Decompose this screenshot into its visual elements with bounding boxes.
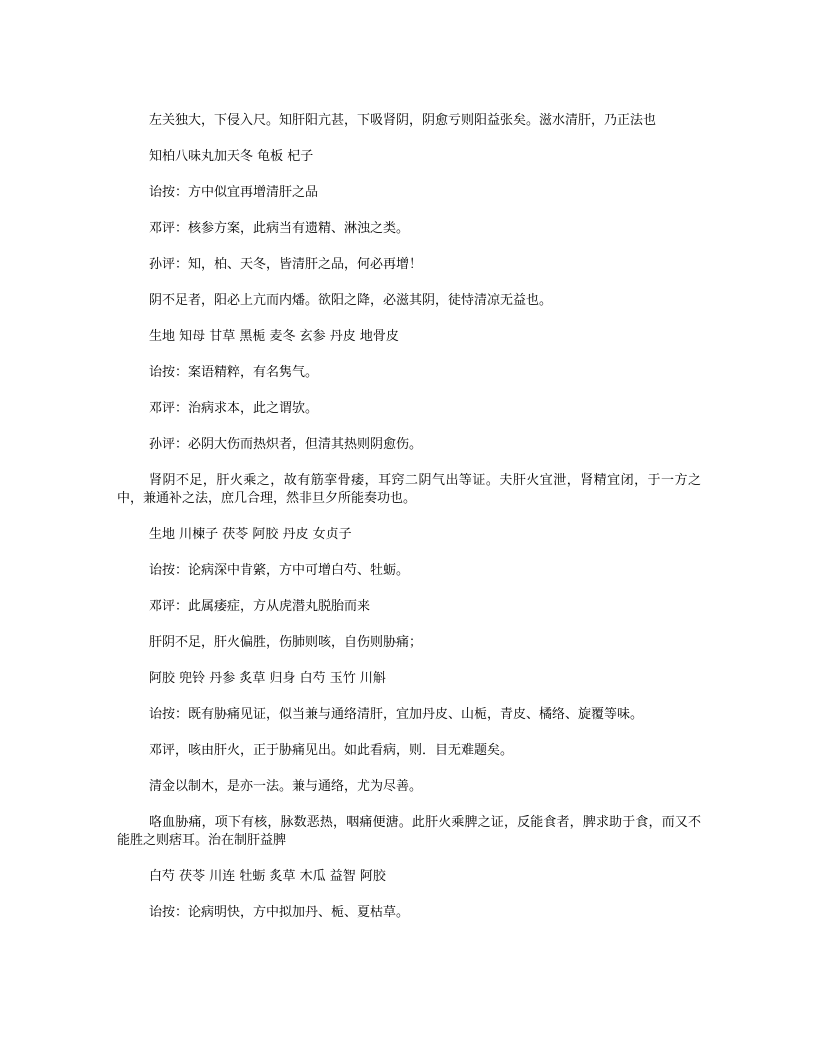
paragraph-case-3: 肾阴不足，肝火乘之，故有筋挛骨痿，耳窍二阴气出等证。夫肝火宜泄，肾精宜闭，于一方之中，兼通补之法，庶几合理，然非旦夕所能奏功也。 bbox=[117, 473, 701, 506]
document-page bbox=[117, 112, 701, 940]
commentary-deng-2: 邓评：治病求本，此之谓欤。 bbox=[149, 401, 319, 416]
prescription-5: 白芍 茯苓 川连 牡蛎 炙草 木瓜 益智 阿胶 bbox=[149, 869, 386, 884]
paragraph-case-2: 阴不足者，阳必上亢而内燔。欲阳之降，必滋其阴，徒恃清凉无益也。 bbox=[149, 293, 553, 308]
commentary-yi-1: 诒按：方中似宜再增清肝之品 bbox=[149, 185, 319, 200]
commentary-sun-4: 清金以制木，是亦一法。兼与通络，尤为尽善。 bbox=[149, 779, 423, 794]
commentary-sun-1: 孙评：知，柏、天冬，皆清肝之品，何必再增！ bbox=[149, 257, 423, 272]
paragraph-case-5: 咯血胁痛，项下有核，脉数恶热，咽痛便溏。此肝火乘脾之证，反能食者，脾求助于食，而又不能胜之则痞耳。治在制肝益脾 bbox=[117, 815, 701, 848]
paragraph-case-1: 左关独大，下侵入尺。知肝阳亢甚，下吸肾阴，阴愈亏则阳益张矣。滋水清肝，乃正法也 bbox=[149, 113, 657, 128]
commentary-deng-1: 邓评：核参方案，此病当有遗精、淋浊之类。 bbox=[149, 221, 410, 236]
commentary-yi-4: 诒按：既有胁痛见证，似当兼与通络清肝，宜加丹皮、山栀，青皮、橘络、旋覆等味。 bbox=[149, 707, 644, 722]
commentary-yi-3: 诒按：论病深中肯綮，方中可增白芍、牡蛎。 bbox=[149, 563, 410, 578]
commentary-deng-3: 邓评：此属痿症，方从虎潜丸脱胎而来 bbox=[149, 599, 371, 614]
prescription-4: 阿胶 兜铃 丹参 炙草 归身 白芍 玉竹 川斛 bbox=[149, 671, 386, 686]
prescription-1: 知柏八味丸加天冬 龟板 杞子 bbox=[149, 149, 314, 164]
commentary-yi-5: 诒按：论病明快，方中拟加丹、栀、夏枯草。 bbox=[149, 905, 410, 920]
commentary-deng-4: 邓评，咳由肝火，正于胁痛见出。如此看病，则．目无难题矣。 bbox=[149, 743, 514, 758]
commentary-sun-2: 孙评：必阴大伤而热炽者，但清其热则阴愈伤。 bbox=[149, 437, 423, 452]
prescription-2: 生地 知母 甘草 黑栀 麦冬 玄参 丹皮 地骨皮 bbox=[149, 329, 399, 344]
commentary-yi-2: 诒按：案语精粹，有名隽气。 bbox=[149, 365, 319, 380]
prescription-3: 生地 川楝子 茯苓 阿胶 丹皮 女贞子 bbox=[149, 527, 352, 542]
paragraph-case-4: 肝阴不足，肝火偏胜，伤肺则咳，自伤则胁痛； bbox=[149, 635, 423, 650]
